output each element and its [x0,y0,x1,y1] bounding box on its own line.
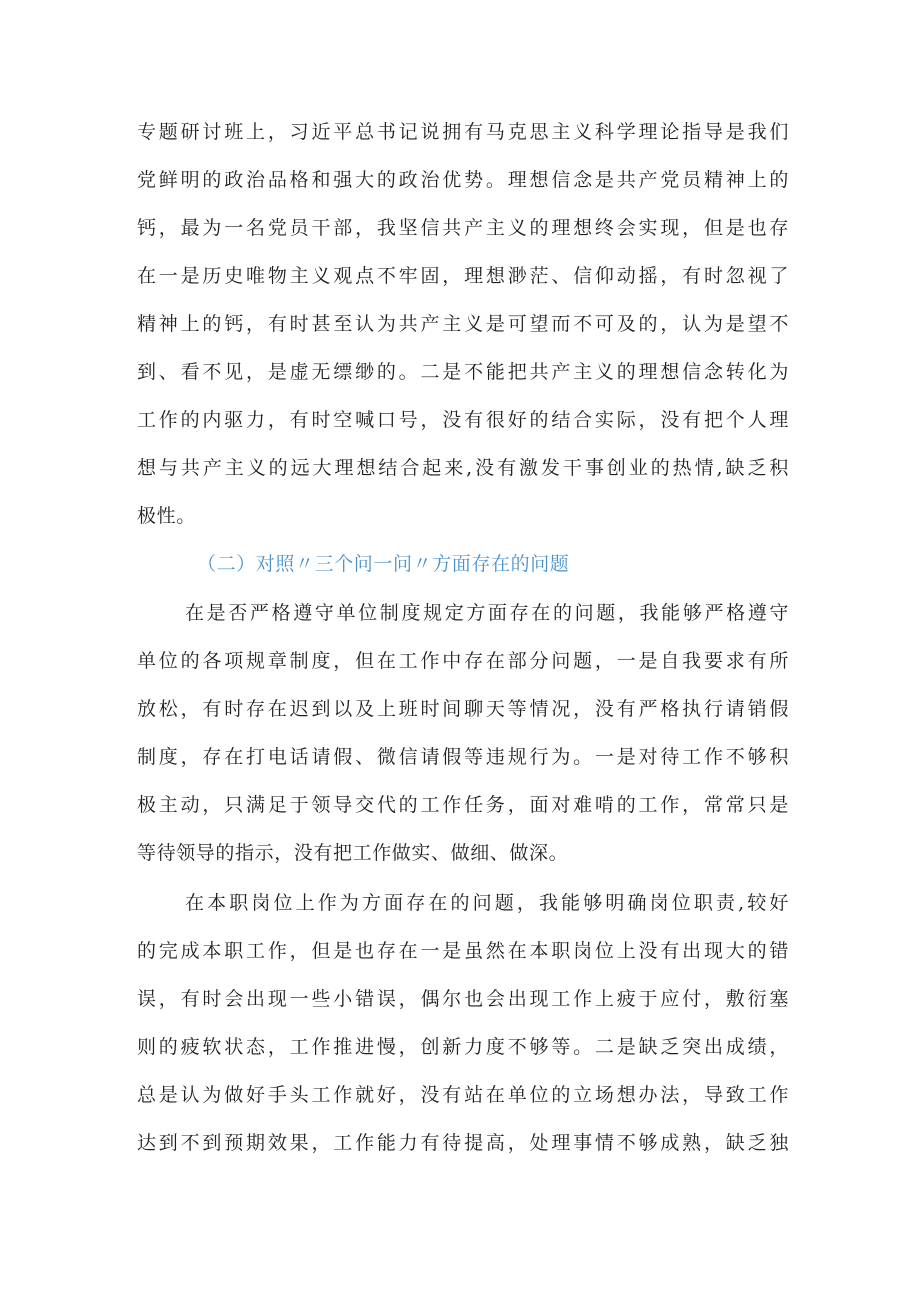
paragraph-line: 放松，有时存在迟到以及上班时间聊天等情况，没有严格执行请销假 [137,698,789,720]
paragraph-ideals [137,108,789,540]
paragraph-line: 极主动，只满足于领导交代的工作任务，面对难啃的工作，常常只是 [137,794,789,816]
paragraph-line: 专题研讨班上，习近平总书记说拥有马克思主义科学理论指导是我们 [137,121,789,143]
paragraph-line: 在一是历史唯物主义观点不牢固，理想渺茫、信仰动摇，有时忽视了 [137,265,789,287]
paragraph-line: 在本职岗位上作为方面存在的问题，我能够明确岗位职责,较好 [185,892,789,914]
paragraph-duty [137,879,789,1167]
paragraph-line: 等待领导的指示，没有把工作做实、做细、做深。 [137,842,569,864]
paragraph-line: 党鲜明的政治品格和强大的政治优势。理想信念是共产党员精神上的 [137,169,789,191]
paragraph-line: 达到不到预期效果，工作能力有待提高，处理事情不够成熟，缺乏独 [137,1132,789,1154]
paragraph-line: 在是否严格遵守单位制度规定方面存在的问题，我能够严格遵守 [185,602,789,624]
section-heading: （二）对照〃三个问一问〃方面存在的问题 [197,553,570,575]
paragraph-line: 误，有时会出现一些小错误，偶尔也会出现工作上疲于应付，敷衍塞 [137,988,789,1010]
paragraph-line: 到、看不见，是虚无缥缈的。二是不能把共产主义的理想信念转化为 [137,361,789,383]
paragraph-line: 则的疲软状态，工作推进慢，创新力度不够等。二是缺乏突出成绩， [137,1036,789,1058]
paragraph-line: 精神上的钙，有时甚至认为共产主义是可望而不可及的，认为是望不 [137,313,789,335]
paragraph-line: 总是认为做好手头工作就好，没有站在单位的立场想办法，导致工作 [137,1084,789,1106]
paragraph-line: 单位的各项规章制度，但在工作中存在部分问题，一是自我要求有所 [137,650,789,672]
paragraph-line: 钙，最为一名党员干部，我坚信共产主义的理想终会实现，但是也存 [137,217,789,239]
paragraph-line: 极性。 [137,505,196,527]
paragraph-line: 的完成本职工作，但是也存在一是虽然在本职岗位上没有出现大的错 [137,940,789,962]
paragraph-line: 想与共产主义的远大理想结合起来,没有激发干事创业的热情,缺乏积 [137,457,789,479]
paragraph-line: 制度，存在打电话请假、微信请假等违规行为。一是对待工作不够积 [137,746,789,768]
paragraph-line: 工作的内驱力，有时空喊口号，没有很好的结合实际，没有把个人理 [137,409,789,431]
paragraph-rules [137,589,789,877]
